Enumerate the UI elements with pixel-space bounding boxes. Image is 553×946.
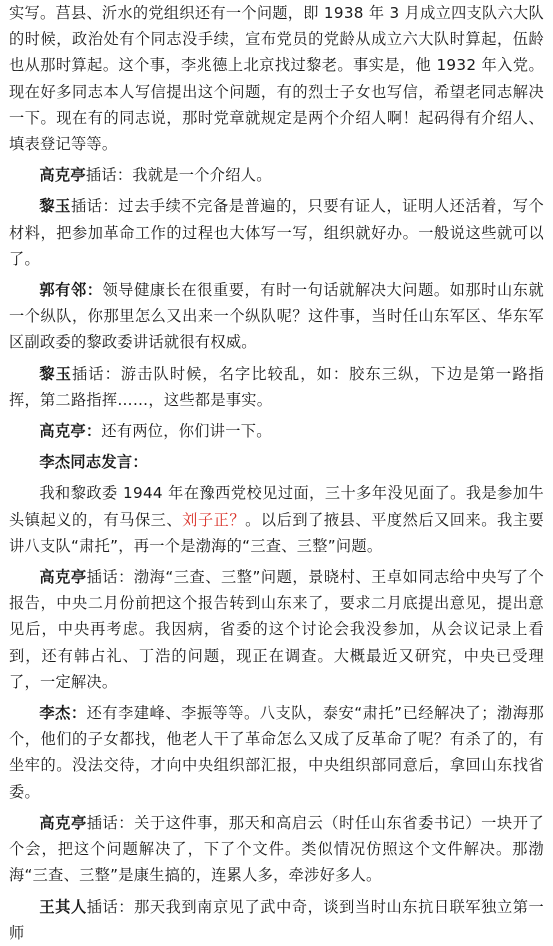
paragraph-3-text: 过去手续不完备是普遍的，只要有证人，证明人还活着，写个材料，把参加革命工作的过程也大体写一写，组织就好办。一般说这些就可以了。 [9, 197, 544, 268]
paragraph-2-text: 我就是一个介绍人。 [132, 166, 272, 185]
paragraph-8 [9, 480, 544, 559]
speaker-name: 王其人 [39, 897, 87, 916]
speaker-name: 高克亭： [39, 422, 102, 441]
paragraph-12 [9, 894, 544, 946]
paragraph-5 [9, 361, 544, 413]
paragraph-6 [9, 418, 544, 444]
paragraph-1 [9, 0, 544, 157]
paragraph-4-text: 领导健康长在很重要，有时一句话就解决大问题。如那时山东就一个纵队，你那里怎么又出来一个纵队呢？这件事，当时任山东军区、华东军区副政委的黎政委讲话就很有权威。 [9, 281, 545, 352]
speaker-name: 李杰： [39, 704, 87, 723]
speaker-name: 郭有邻： [39, 281, 103, 300]
paragraph-4 [9, 277, 544, 356]
paragraph-11 [9, 810, 544, 889]
paragraph-9-text: 渤海“三查、三整”问题，景晓村、王卓如同志给中央写了个报告，中央二月份前把这个报告转到山东来了，要求二月底提出意见，提出意见后，中央再考虑。我因病，省委的这个讨论会我没参加，从会议记录上看到，还有韩占礼、丁浩的问题，现正在调查。大概最近又研究，中央已受理了，一定解决。 [9, 568, 544, 691]
interject-label: 插话： [86, 897, 135, 916]
speaker-name: 高克亭 [39, 568, 87, 587]
paragraph-8-text-after: 。以后到了掖县、平度然后又回来。我主要讲八支队“肃托”，再一个是渤海的“三查、三整”问题。 [9, 510, 545, 555]
paragraph-10 [9, 700, 544, 805]
section-heading: 李杰同志发言： [39, 453, 148, 472]
interject-label: 插话： [70, 197, 119, 216]
red-highlight-text: 刘子正？ [182, 510, 246, 529]
paragraph-2 [9, 162, 544, 188]
paragraph-9 [9, 564, 544, 695]
interject-label: 插话： [86, 568, 134, 587]
paragraph-1-text: 实写。莒县、沂水的党组织还有一个问题，即 1938 年 3 月成立四支队六大队的时候，政治处有个同志没手续，宣布党员的党龄从成立六大队时算起，伍龄也从那时算起。这个事，李兆德上北京找过黎老。事实是，他 1932 年入党。现在好多同志本人写信提出这个问题，有的烈士子女也写信，希望老同志解决一下。现在有的同志说，那时党章就规定是两个介绍人啊！起码得有介绍人、填表登记等等。 [9, 4, 544, 154]
speaker-name: 黎玉 [39, 197, 71, 216]
paragraph-3 [9, 193, 544, 272]
paragraph-8-text-before: 我和黎政委 1944 年在豫西党校见过面，三十多年没见面了。我是参加牛头镇起义的，有马保三、 [9, 484, 544, 529]
speaker-name: 黎玉 [39, 364, 72, 383]
speaker-name: 高克亭 [39, 166, 86, 185]
paragraph-6-text: 还有两位，你们讲一下。 [101, 422, 272, 441]
interject-label: 插话： [72, 364, 121, 383]
paragraph-7 [9, 449, 544, 475]
interject-label: 插话： [86, 813, 135, 832]
speaker-name: 高克亭 [39, 813, 87, 832]
paragraph-12-text: 那天我到南京见了武中奇，谈到当时山东抗日联军独立第一师 [9, 897, 544, 942]
paragraph-11-text: 关于这件事，那天和高启云（时任山东省委书记）一块开了个会，把这个问题解决了，下了个文件。类似情况仿照这个文件解决。那渤海“三查、三整”是康生搞的，连累人多，牵涉好多人。 [9, 813, 544, 885]
paragraph-5-text: 游击队时候，名字比较乱，如：胶东三纵，下边是第一路指挥，第二路指挥……，这些都是事实。 [9, 364, 544, 409]
paragraph-10-text: 还有李建峰、李振等等。八支队，泰安“肃托”已经解决了；渤海那个，他们的子女都找，他老人干了革命怎么又成了反革命了呢？有杀了的，有坐牢的。没法交待，才向中央组织部汇报，中央组织部同意后，拿回山东找省委。 [9, 704, 544, 801]
interject-label: 插话： [85, 166, 133, 185]
